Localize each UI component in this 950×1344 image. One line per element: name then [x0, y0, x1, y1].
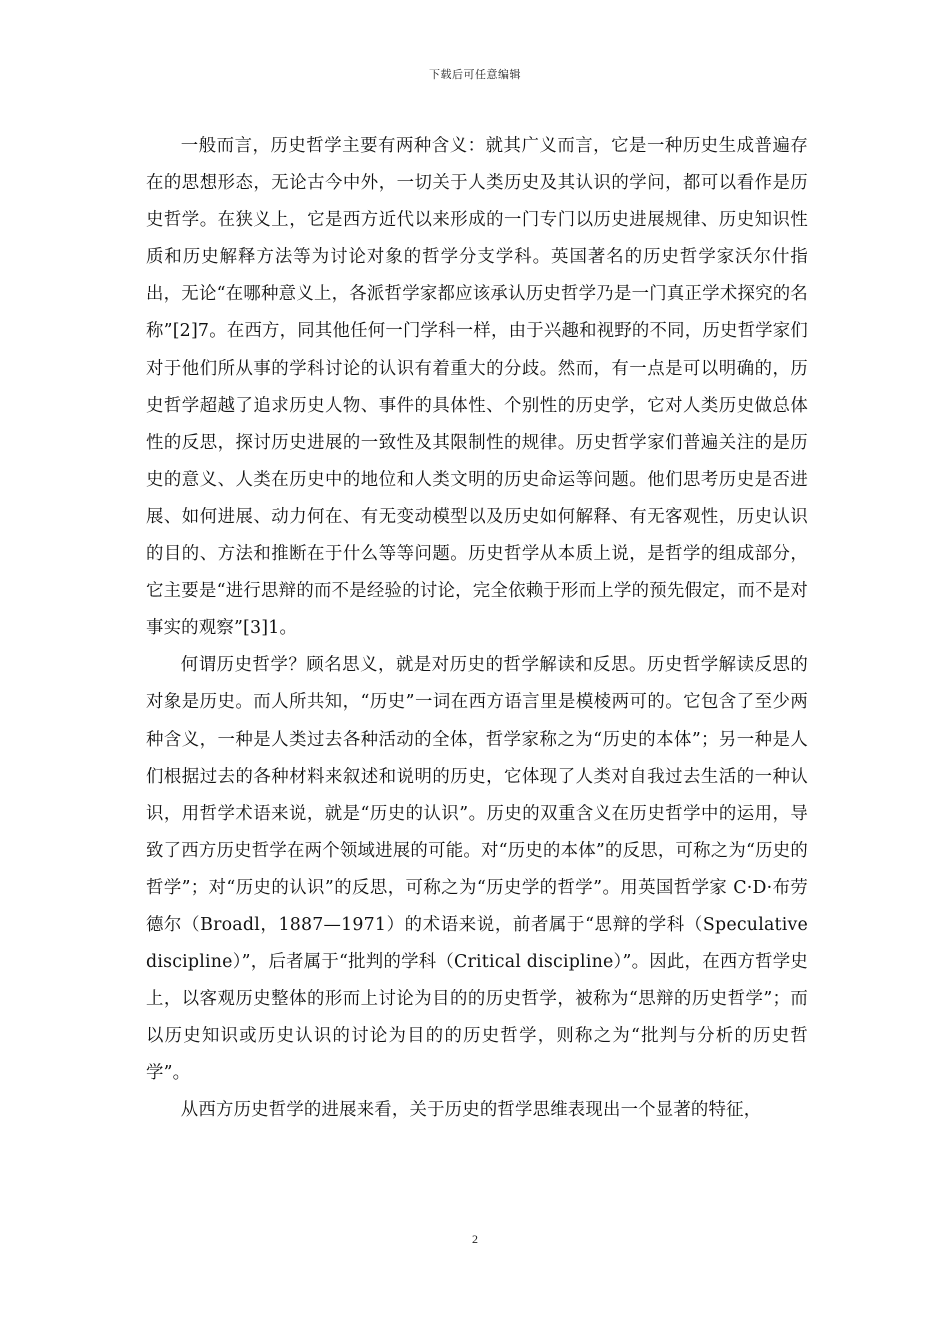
paragraph-2: 何谓历史哲学？顾名思义，就是对历史的哲学解读和反思。历史哲学解读反思的对象是历史。而人所共知，“历史”一词在西方语言里是模棱两可的。它包含了至少两种含义，一种是人类过去各种活动的全体，哲学家称之为“历史的本体”；另一种是人们根据过去的各种材料来叙述和说明的历史，它体现了人类对自我过去生活的一种认识，用哲学术语来说，就是“历史的认识”。历史的双重含义在历史哲学中的运用，导致了西方历史哲学在两个领域进展的可能。对“历史的本体”的反思，可称之为“历史的哲学”；对“历史的认识”的反思，可称之为“历史学的哲学”。用英国哲学家 C·D·布劳德尔（Broadl，1887—1971）的术语来说，前者属于“思辩的学科（Speculative discipline）”，后者属于“批判的学科（Critical discipline）”。因此，在西方哲学史上，以客观历史整体的形而上讨论为目的的历史哲学，被称为“思辩的历史哲学”；而以历史知识或历史认识的讨论为目的的历史哲学，则称之为“批判与分析的历史哲学”。 — [146, 655, 808, 1084]
paragraph-1: 一般而言，历史哲学主要有两种含义：就其广义而言，它是一种历史生成普遍存在的思想形态，无论古今中外，一切关于人类历史及其认识的学问，都可以看作是历史哲学。在狭义上，它是西方近代以来形成的一门专门以历史进展规律、历史知识性质和历史解释方法等为讨论对象的哲学分支学科。英国著名的历史哲学家沃尔什指出，无论“在哪种意义上，各派哲学家都应该承认历史哲学乃是一门真正学术探究的名称”[2]7。在西方，同其他任何一门学科一样，由于兴趣和视野的不同，历史哲学家们对于他们所从事的学科讨论的认识有着重大的分歧。然而，有一点是可以明确的，历史哲学超越了追求历史人物、事件的具体性、个别性的历史学，它对人类历史做总体性的反思，探讨历史进展的一致性及其限制性的规律。历史哲学家们普遍关注的是历史的意义、人类在历史中的地位和人类文明的历史命运等问题。他们思考历史是否进展、如何进展、动力何在、有无变动模型以及历史如何解释、有无客观性，历史认识的目的、方法和推断在于什么等等问题。历史哲学从本质上说，是哲学的组成部分，它主要是“进行思辩的而不是经验的讨论，完全依赖于形而上学的预先假定，而不是对事实的观察”[3]1。 — [146, 136, 808, 639]
page-number: 2 — [472, 1232, 478, 1246]
document-body — [146, 128, 808, 1130]
paragraph-3: 从西方历史哲学的进展来看，关于历史的哲学思维表现出一个显著的特征， — [180, 1100, 762, 1121]
page-header: 下载后可任意编辑 — [429, 68, 521, 81]
